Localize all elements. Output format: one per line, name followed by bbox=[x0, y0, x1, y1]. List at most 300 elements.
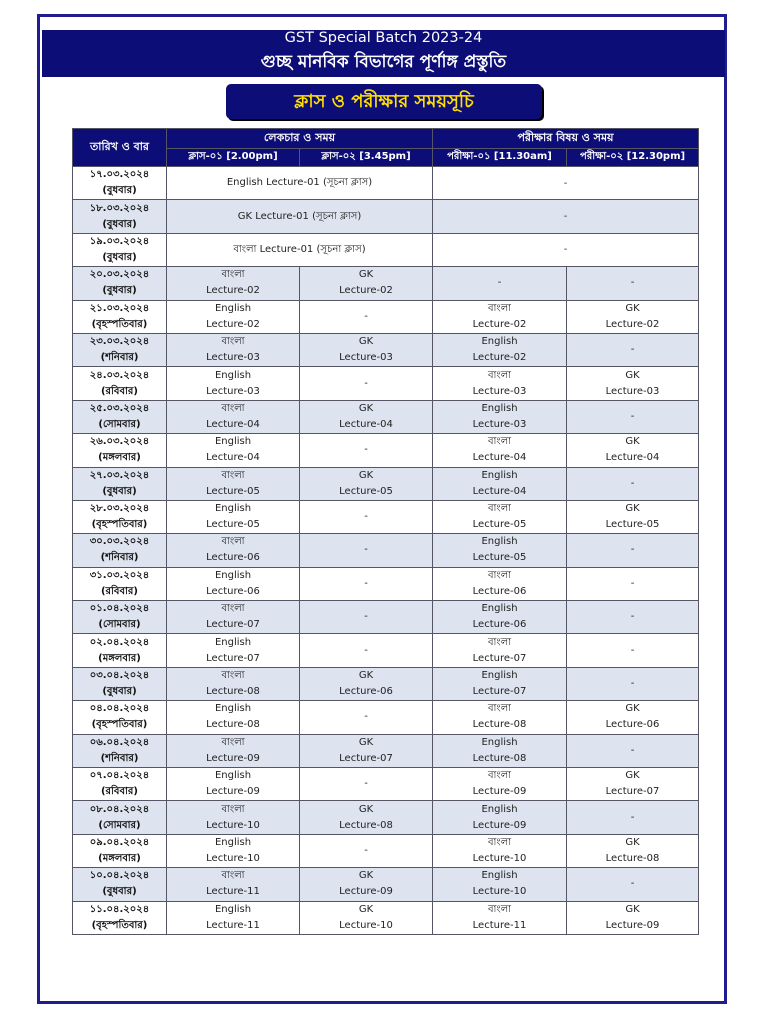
exam1-subject: বাংলা bbox=[487, 569, 512, 581]
date-text: ০৬.০৪.২০২৪ bbox=[89, 736, 150, 748]
class2-subject: GK bbox=[358, 402, 374, 414]
exam2-cell bbox=[567, 467, 699, 500]
date-text: ২৪.০৩.২০২৪ bbox=[89, 369, 150, 381]
class2-cell bbox=[300, 300, 433, 333]
class2-lecture: Lecture-07 bbox=[339, 752, 393, 764]
date-text: ০৪.০৪.২০২৪ bbox=[89, 703, 150, 715]
exam1-lecture: Lecture-07 bbox=[472, 652, 527, 664]
table-row bbox=[73, 534, 699, 567]
date-cell bbox=[73, 167, 167, 200]
date-cell bbox=[73, 300, 167, 333]
exam-merged-cell: - bbox=[433, 233, 699, 266]
exam1-subject: English bbox=[481, 603, 518, 615]
exam1-lecture: Lecture-06 bbox=[472, 585, 527, 597]
class1-subject: English bbox=[214, 503, 252, 515]
exam1-lecture: Lecture-05 bbox=[472, 519, 527, 531]
class2-cell bbox=[300, 667, 433, 700]
class2-cell bbox=[300, 601, 433, 634]
date-cell bbox=[73, 601, 167, 634]
weekday-text: (বুধবার) bbox=[102, 886, 137, 898]
exam1-lecture: Lecture-09 bbox=[472, 786, 527, 798]
class2-cell bbox=[300, 534, 433, 567]
weekday-text: (বৃহস্পতিবার) bbox=[91, 919, 148, 931]
weekday-text: (সোমবার) bbox=[98, 418, 141, 430]
exam2-lecture: Lecture-07 bbox=[605, 786, 660, 798]
class2-subject: - bbox=[364, 577, 368, 589]
weekday-text: (রবিবার) bbox=[100, 585, 139, 597]
table-row bbox=[73, 801, 699, 834]
exam1-subject: English bbox=[481, 536, 518, 548]
table-row bbox=[73, 701, 699, 734]
class2-cell bbox=[300, 634, 433, 667]
weekday-text: (শনিবার) bbox=[100, 752, 139, 764]
date-cell bbox=[73, 534, 167, 567]
table-row bbox=[73, 567, 699, 600]
date-cell bbox=[73, 233, 167, 266]
class2-cell bbox=[300, 901, 433, 934]
date-cell bbox=[73, 701, 167, 734]
class2-subject: - bbox=[364, 511, 368, 523]
exam2-subject: GK bbox=[625, 369, 640, 381]
exam2-subject: - bbox=[630, 678, 635, 690]
class2-lecture: Lecture-08 bbox=[339, 819, 393, 831]
weekday-text: (শনিবার) bbox=[100, 352, 139, 364]
class1-subject: বাংলা bbox=[221, 336, 245, 348]
class2-lecture: Lecture-06 bbox=[339, 686, 393, 698]
class1-lecture: Lecture-08 bbox=[206, 686, 260, 698]
class2-cell bbox=[300, 868, 433, 901]
exam2-cell bbox=[567, 367, 699, 400]
date-text: ০১.০৪.২০২৪ bbox=[89, 603, 150, 615]
lecture-merged-cell: বাংলা Lecture-01 (সূচনা ক্লাস) bbox=[167, 233, 433, 266]
exam2-cell bbox=[567, 300, 699, 333]
exam2-cell bbox=[567, 734, 699, 767]
exam2-subject: GK bbox=[625, 302, 640, 314]
date-cell bbox=[73, 834, 167, 867]
class2-subject: GK bbox=[358, 870, 374, 882]
weekday-text: (বুধবার) bbox=[102, 686, 137, 698]
exam2-cell bbox=[567, 434, 699, 467]
exam2-lecture: Lecture-05 bbox=[605, 519, 660, 531]
exam1-cell bbox=[433, 333, 567, 366]
table-row bbox=[73, 434, 699, 467]
class2-cell bbox=[300, 701, 433, 734]
exam1-cell bbox=[433, 400, 567, 433]
exam1-cell bbox=[433, 834, 567, 867]
class1-lecture: Lecture-11 bbox=[206, 886, 260, 898]
class2-cell bbox=[300, 434, 433, 467]
class2-subject: GK bbox=[358, 670, 374, 682]
class1-lecture: Lecture-11 bbox=[206, 919, 260, 931]
table-row bbox=[73, 467, 699, 500]
table-row bbox=[73, 901, 699, 934]
class1-lecture: Lecture-02 bbox=[206, 318, 260, 330]
exam-merged-cell: - bbox=[433, 200, 699, 233]
class2-lecture: Lecture-05 bbox=[339, 485, 393, 497]
exam1-cell bbox=[433, 768, 567, 801]
class1-lecture: Lecture-03 bbox=[206, 352, 260, 364]
class2-subject: GK bbox=[358, 736, 374, 748]
exam1-lecture: Lecture-06 bbox=[472, 619, 527, 631]
class2-header: ক্লাস-০২ [3.45pm] bbox=[300, 149, 433, 167]
date-text: ২৫.০৩.২০২৪ bbox=[89, 402, 150, 414]
exam-merged-cell: - bbox=[433, 167, 699, 200]
weekday-text: (শনিবার) bbox=[100, 552, 139, 564]
table-row bbox=[73, 768, 699, 801]
weekday-text: (সোমবার) bbox=[98, 819, 141, 831]
class2-cell bbox=[300, 467, 433, 500]
exam2-cell bbox=[567, 834, 699, 867]
date-text: ৩০.০৩.২০২৪ bbox=[89, 536, 150, 548]
class2-lecture: Lecture-09 bbox=[339, 886, 393, 898]
exam1-cell bbox=[433, 601, 567, 634]
date-text: ০৩.০৪.২০২৪ bbox=[89, 670, 150, 682]
exam2-cell bbox=[567, 768, 699, 801]
exam1-subject: - bbox=[497, 277, 502, 289]
class2-subject: - bbox=[364, 711, 368, 723]
exam1-cell bbox=[433, 534, 567, 567]
weekday-text: (বুধবার) bbox=[102, 218, 137, 230]
exam1-subject: English bbox=[481, 469, 518, 481]
lecture-group-header: লেকচার ও সময় bbox=[167, 129, 433, 149]
date-cell bbox=[73, 267, 167, 300]
date-cell bbox=[73, 400, 167, 433]
exam2-subject: - bbox=[630, 344, 635, 356]
table-row bbox=[73, 267, 699, 300]
exam2-subject: GK bbox=[625, 436, 640, 448]
exam2-cell bbox=[567, 801, 699, 834]
date-text: ১১.০৪.২০২৪ bbox=[89, 903, 150, 915]
table-row bbox=[73, 400, 699, 433]
exam2-lecture: Lecture-04 bbox=[605, 452, 660, 464]
exam2-cell bbox=[567, 567, 699, 600]
date-text: ২৭.০৩.২০২৪ bbox=[89, 469, 150, 481]
table-row bbox=[73, 500, 699, 533]
class1-header: ক্লাস-০১ [2.00pm] bbox=[167, 149, 300, 167]
class1-cell bbox=[167, 267, 300, 300]
class1-cell bbox=[167, 834, 300, 867]
exam2-subject: - bbox=[630, 611, 635, 623]
class2-subject: GK bbox=[358, 803, 374, 815]
exam2-lecture: Lecture-09 bbox=[605, 919, 660, 931]
class2-lecture: Lecture-10 bbox=[339, 919, 393, 931]
class1-subject: English bbox=[214, 636, 252, 648]
exam1-lecture: Lecture-05 bbox=[472, 552, 527, 564]
date-text: ০৭.০৪.২০২৪ bbox=[89, 770, 150, 782]
weekday-text: (মঙ্গলবার) bbox=[98, 452, 141, 464]
exam2-lecture: Lecture-06 bbox=[605, 719, 660, 731]
exam1-lecture: Lecture-02 bbox=[472, 352, 527, 364]
class1-subject: বাংলা bbox=[221, 603, 245, 615]
weekday-text: (সোমবার) bbox=[98, 619, 141, 631]
weekday-text: (বুধবার) bbox=[102, 485, 137, 497]
exam2-cell bbox=[567, 267, 699, 300]
exam2-cell bbox=[567, 333, 699, 366]
table-row bbox=[73, 367, 699, 400]
weekday-text: (মঙ্গলবার) bbox=[98, 652, 141, 664]
exam1-lecture: Lecture-09 bbox=[472, 819, 527, 831]
exam2-cell bbox=[567, 500, 699, 533]
exam1-lecture: Lecture-10 bbox=[472, 886, 527, 898]
exam1-lecture: Lecture-07 bbox=[472, 686, 527, 698]
exam1-cell bbox=[433, 634, 567, 667]
class2-cell bbox=[300, 333, 433, 366]
class2-cell bbox=[300, 801, 433, 834]
weekday-text: (রবিবার) bbox=[100, 786, 139, 798]
class1-lecture: Lecture-06 bbox=[206, 552, 260, 564]
exam1-cell bbox=[433, 434, 567, 467]
exam2-subject: - bbox=[630, 811, 635, 823]
date-cell bbox=[73, 768, 167, 801]
class2-cell bbox=[300, 267, 433, 300]
class1-lecture: Lecture-03 bbox=[206, 385, 260, 397]
class1-subject: English bbox=[214, 703, 252, 715]
class2-subject: - bbox=[364, 377, 368, 389]
schedule-title: ক্লাস ও পরীক্ষার সময়সূচি bbox=[226, 84, 542, 119]
exam1-cell bbox=[433, 701, 567, 734]
class1-cell bbox=[167, 300, 300, 333]
weekday-text: (বুধবার) bbox=[102, 251, 137, 263]
table-row bbox=[73, 200, 699, 233]
schedule-body bbox=[73, 167, 699, 935]
class2-cell bbox=[300, 367, 433, 400]
class1-cell bbox=[167, 768, 300, 801]
exam2-subject: - bbox=[630, 577, 635, 589]
class2-subject: - bbox=[364, 644, 368, 656]
exam1-subject: বাংলা bbox=[487, 503, 512, 515]
exam1-lecture: Lecture-11 bbox=[472, 919, 527, 931]
class1-cell bbox=[167, 400, 300, 433]
class1-subject: বাংলা bbox=[221, 736, 245, 748]
exam1-subject: English bbox=[481, 870, 518, 882]
class1-subject: বাংলা bbox=[221, 269, 245, 281]
weekday-text: (বৃহস্পতিবার) bbox=[91, 318, 148, 330]
class2-subject: - bbox=[364, 544, 368, 556]
class2-lecture: Lecture-04 bbox=[339, 418, 393, 430]
date-text: ১৯.০৩.২০২৪ bbox=[89, 235, 150, 247]
weekday-text: (বুধবার) bbox=[102, 285, 137, 297]
weekday-text: (মঙ্গলবার) bbox=[98, 853, 141, 864]
exam1-lecture: Lecture-10 bbox=[472, 853, 527, 864]
table-row bbox=[73, 868, 699, 901]
class1-cell bbox=[167, 901, 300, 934]
class1-subject: বাংলা bbox=[221, 670, 245, 682]
exam2-lecture: Lecture-08 bbox=[605, 853, 660, 864]
class1-subject: English bbox=[214, 569, 252, 581]
weekday-text: (রবিবার) bbox=[100, 385, 139, 397]
date-cell bbox=[73, 434, 167, 467]
class1-subject: বাংলা bbox=[221, 469, 245, 481]
class2-subject: GK bbox=[358, 903, 374, 915]
exam2-cell bbox=[567, 901, 699, 934]
exam2-subject: - bbox=[630, 410, 635, 422]
class1-lecture: Lecture-08 bbox=[206, 719, 260, 731]
exam1-cell bbox=[433, 267, 567, 300]
class1-lecture: Lecture-07 bbox=[206, 619, 260, 631]
class1-cell bbox=[167, 333, 300, 366]
class1-lecture: Lecture-05 bbox=[206, 519, 260, 531]
exam1-lecture: Lecture-08 bbox=[472, 719, 527, 731]
class2-subject: GK bbox=[358, 336, 374, 348]
exam1-subject: English bbox=[481, 402, 518, 414]
class1-cell bbox=[167, 434, 300, 467]
class1-lecture: Lecture-04 bbox=[206, 452, 260, 464]
exam1-subject: বাংলা bbox=[487, 903, 512, 915]
date-text: ২১.০৩.২০২৪ bbox=[89, 302, 150, 314]
table-row bbox=[73, 233, 699, 266]
exam2-subject: GK bbox=[625, 770, 640, 782]
table-row bbox=[73, 634, 699, 667]
class2-cell bbox=[300, 400, 433, 433]
exam1-lecture: Lecture-02 bbox=[472, 318, 527, 330]
exam1-header: পরীক্ষা-০১ [11.30am] bbox=[433, 149, 567, 167]
class2-cell bbox=[300, 734, 433, 767]
exam2-subject: - bbox=[630, 744, 635, 756]
exam1-cell bbox=[433, 901, 567, 934]
date-cell bbox=[73, 634, 167, 667]
class1-cell bbox=[167, 734, 300, 767]
class1-cell bbox=[167, 701, 300, 734]
class1-lecture: Lecture-04 bbox=[206, 418, 260, 430]
class1-cell bbox=[167, 367, 300, 400]
date-text: ০৮.০৪.২০২৪ bbox=[89, 803, 150, 815]
exam1-subject: English bbox=[481, 803, 518, 815]
class2-subject: - bbox=[364, 611, 368, 623]
exam1-subject: বাংলা bbox=[487, 369, 512, 381]
exam1-subject: বাংলা bbox=[487, 436, 512, 448]
class2-subject: - bbox=[364, 444, 368, 456]
exam1-subject: বাংলা bbox=[487, 770, 512, 782]
date-column-header: তারিখ ও বার bbox=[73, 129, 167, 167]
table-row bbox=[73, 667, 699, 700]
exam1-subject: English bbox=[481, 736, 518, 748]
exam2-subject: GK bbox=[625, 837, 640, 848]
exam1-subject: বাংলা bbox=[487, 302, 512, 314]
class1-cell bbox=[167, 634, 300, 667]
class1-cell bbox=[167, 667, 300, 700]
weekday-text: (বৃহস্পতিবার) bbox=[91, 719, 148, 731]
lecture-merged-cell: English Lecture-01 (সূচনা ক্লাস) bbox=[167, 167, 433, 200]
date-cell bbox=[73, 200, 167, 233]
class1-lecture: Lecture-02 bbox=[206, 285, 260, 297]
exam2-subject: GK bbox=[625, 503, 640, 515]
exam2-subject: - bbox=[630, 477, 635, 489]
exam1-cell bbox=[433, 801, 567, 834]
exam2-lecture: Lecture-03 bbox=[605, 385, 660, 397]
date-text: ০৯.০৪.২০২৪ bbox=[89, 837, 150, 848]
exam1-subject: English bbox=[481, 336, 518, 348]
date-cell bbox=[73, 500, 167, 533]
class2-cell bbox=[300, 834, 433, 867]
class2-lecture: Lecture-02 bbox=[339, 285, 393, 297]
exam2-subject: - bbox=[630, 277, 635, 289]
exam1-subject: বাংলা bbox=[487, 703, 512, 715]
weekday-text: (বৃহস্পতিবার) bbox=[91, 519, 148, 531]
exam1-cell bbox=[433, 500, 567, 533]
exam2-subject: - bbox=[630, 644, 635, 656]
class1-lecture: Lecture-10 bbox=[206, 853, 260, 864]
date-text: ০২.০৪.২০২৪ bbox=[89, 636, 150, 648]
date-cell bbox=[73, 667, 167, 700]
exam1-subject: বাংলা bbox=[487, 636, 512, 648]
date-cell bbox=[73, 901, 167, 934]
date-cell bbox=[73, 333, 167, 366]
class1-cell bbox=[167, 500, 300, 533]
exam2-cell bbox=[567, 534, 699, 567]
class1-subject: English bbox=[214, 770, 252, 782]
class2-cell bbox=[300, 768, 433, 801]
batch-subtitle: গুচ্ছ মানবিক বিভাগের পূর্ণাঙ্গ প্রস্তুতি bbox=[260, 52, 507, 72]
date-text: ১৭.০৩.২০২৪ bbox=[89, 169, 150, 181]
date-text: ২০.০৩.২০২৪ bbox=[89, 269, 150, 281]
class2-cell bbox=[300, 500, 433, 533]
table-row bbox=[73, 333, 699, 366]
class1-cell bbox=[167, 868, 300, 901]
class1-subject: বাংলা bbox=[221, 402, 245, 414]
exam2-subject: - bbox=[630, 878, 635, 890]
class1-lecture: Lecture-05 bbox=[206, 485, 260, 497]
class1-lecture: Lecture-09 bbox=[206, 786, 260, 798]
class1-cell bbox=[167, 534, 300, 567]
exam2-cell bbox=[567, 634, 699, 667]
date-text: ১০.০৪.২০২৪ bbox=[89, 870, 150, 882]
class1-subject: English bbox=[214, 436, 252, 448]
class1-subject: English bbox=[214, 837, 252, 848]
exam2-subject: GK bbox=[625, 703, 640, 715]
class1-cell bbox=[167, 601, 300, 634]
class1-lecture: Lecture-10 bbox=[206, 819, 260, 831]
exam1-cell bbox=[433, 467, 567, 500]
exam2-cell bbox=[567, 701, 699, 734]
table-row bbox=[73, 601, 699, 634]
exam1-subject: English bbox=[481, 670, 518, 682]
class2-subject: - bbox=[364, 778, 368, 790]
exam1-lecture: Lecture-03 bbox=[472, 418, 527, 430]
exam1-cell bbox=[433, 367, 567, 400]
exam2-cell bbox=[567, 400, 699, 433]
schedule-table bbox=[72, 128, 699, 935]
exam1-cell bbox=[433, 868, 567, 901]
date-text: ২৩.০৩.২০২৪ bbox=[89, 336, 150, 348]
class1-subject: English bbox=[214, 903, 252, 915]
class2-lecture: Lecture-03 bbox=[339, 352, 393, 364]
exam2-subject: - bbox=[630, 544, 635, 556]
exam1-cell bbox=[433, 300, 567, 333]
exam2-cell bbox=[567, 868, 699, 901]
class2-cell bbox=[300, 567, 433, 600]
class1-cell bbox=[167, 467, 300, 500]
class1-cell bbox=[167, 567, 300, 600]
date-text: ২৬.০৩.২০২৪ bbox=[89, 436, 150, 448]
exam1-cell bbox=[433, 667, 567, 700]
class2-subject: GK bbox=[358, 269, 374, 281]
class1-lecture: Lecture-06 bbox=[206, 585, 260, 597]
date-cell bbox=[73, 467, 167, 500]
exam2-subject: GK bbox=[625, 903, 640, 915]
class1-subject: English bbox=[214, 302, 252, 314]
weekday-text: (বুধবার) bbox=[102, 185, 137, 197]
class2-subject: - bbox=[364, 310, 368, 322]
date-cell bbox=[73, 734, 167, 767]
date-text: ৩১.০৩.২০২৪ bbox=[89, 569, 150, 581]
class1-lecture: Lecture-07 bbox=[206, 652, 260, 664]
exam1-lecture: Lecture-08 bbox=[472, 752, 527, 764]
header-band bbox=[42, 30, 725, 77]
date-text: ২৮.০৩.২০২৪ bbox=[89, 503, 150, 515]
exam2-header: পরীক্ষা-০২ [12.30pm] bbox=[567, 149, 699, 167]
class1-cell bbox=[167, 801, 300, 834]
exam1-subject: বাংলা bbox=[487, 837, 512, 848]
